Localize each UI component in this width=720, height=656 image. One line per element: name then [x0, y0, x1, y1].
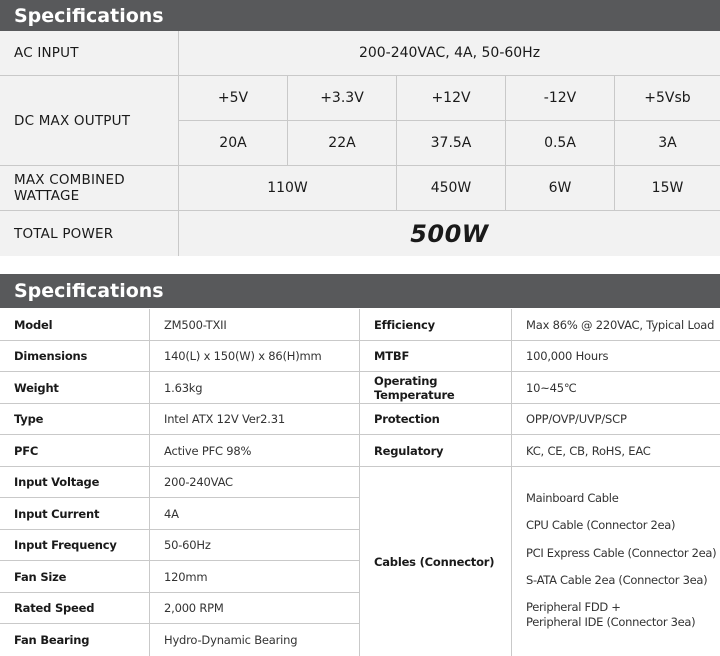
dc-max-output-label: DC MAX OUTPUT [0, 76, 179, 166]
spec-label-model: Model [0, 309, 150, 341]
cable-item: PCI Express Cable (Connector 2ea) [526, 546, 717, 560]
spec-label-pfc: PFC [0, 435, 150, 467]
current-5vsb: 3A [615, 121, 720, 166]
rail-12v: +12V [397, 76, 506, 121]
spec-value-model: ZM500-TXII [150, 309, 360, 341]
spec-value-pfc: Active PFC 98% [150, 435, 360, 467]
cable-item: S-ATA Cable 2ea (Connector 3ea) [526, 573, 708, 587]
spec-label-operating-temperature: Operating Temperature [360, 372, 512, 404]
spec-label-input-voltage: Input Voltage [0, 467, 150, 498]
cable-item: Mainboard Cable [526, 491, 619, 505]
spec-label-cables: Cables (Connector) [360, 467, 512, 656]
section-title: Specifications [14, 280, 164, 302]
spec-label-mtbf: MTBF [360, 341, 512, 372]
spec-label-weight: Weight [0, 372, 150, 404]
max-combined-label-line2: WATTAGE [14, 188, 80, 204]
current-12v: 37.5A [397, 121, 506, 166]
rail-5v: +5V [179, 76, 288, 121]
rail-3v3: +3.3V [288, 76, 397, 121]
specs-header-power [0, 0, 720, 31]
spec-label-type: Type [0, 404, 150, 435]
wattage-neg12v: 6W [506, 166, 615, 211]
spec-value-rated-speed: 2,000 RPM [150, 593, 360, 624]
total-power-value: 500W [179, 211, 720, 256]
spec-value-type: Intel ATX 12V Ver2.31 [150, 404, 360, 435]
max-combined-wattage-label [0, 166, 179, 211]
spec-label-efficiency: Efficiency [360, 309, 512, 341]
rail-neg12v: -12V [506, 76, 615, 121]
spec-label-protection: Protection [360, 404, 512, 435]
cable-item: Peripheral FDD + Peripheral IDE (Connector 3ea) [526, 600, 696, 629]
wattage-5vsb: 15W [615, 166, 720, 211]
ac-input-label: AC INPUT [0, 31, 179, 76]
spec-label-input-current: Input Current [0, 498, 150, 530]
spec-value-mtbf: 100,000 Hours [512, 341, 720, 372]
total-power-label: TOTAL POWER [0, 211, 179, 256]
spec-value-fan-bearing: Hydro-Dynamic Bearing [150, 624, 360, 656]
current-5v: 20A [179, 121, 288, 166]
specs-header-general [0, 274, 720, 308]
spec-label-regulatory: Regulatory [360, 435, 512, 467]
spec-value-input-frequency: 50-60Hz [150, 530, 360, 561]
spec-label-dimensions: Dimensions [0, 341, 150, 372]
spec-value-input-current: 4A [150, 498, 360, 530]
spec-value-dimensions: 140(L) x 150(W) x 86(H)mm [150, 341, 360, 372]
rail-5vsb: +5Vsb [615, 76, 720, 121]
spec-label-fan-size: Fan Size [0, 561, 150, 593]
current-3v3: 22A [288, 121, 397, 166]
spec-label-fan-bearing: Fan Bearing [0, 624, 150, 656]
cable-item: CPU Cable (Connector 2ea) [526, 518, 676, 532]
wattage-12v: 450W [397, 166, 506, 211]
spec-label-input-frequency: Input Frequency [0, 530, 150, 561]
wattage-5v-3v3: 110W [179, 166, 397, 211]
max-combined-label-line1: MAX COMBINED [14, 172, 125, 188]
spec-label-rated-speed: Rated Speed [0, 593, 150, 624]
section-title: Specifications [14, 4, 164, 27]
spec-value-operating-temperature: 10~45℃ [512, 372, 720, 404]
spec-value-weight: 1.63kg [150, 372, 360, 404]
current-neg12v: 0.5A [506, 121, 615, 166]
ac-input-value: 200-240VAC, 4A, 50-60Hz [179, 31, 720, 76]
spec-value-input-voltage: 200-240VAC [150, 467, 360, 498]
spec-value-fan-size: 120mm [150, 561, 360, 593]
spec-value-regulatory: KC, CE, CB, RoHS, EAC [512, 435, 720, 467]
spec-value-efficiency: Max 86% @ 220VAC, Typical Load [512, 309, 720, 341]
spec-value-protection: OPP/OVP/UVP/SCP [512, 404, 720, 435]
